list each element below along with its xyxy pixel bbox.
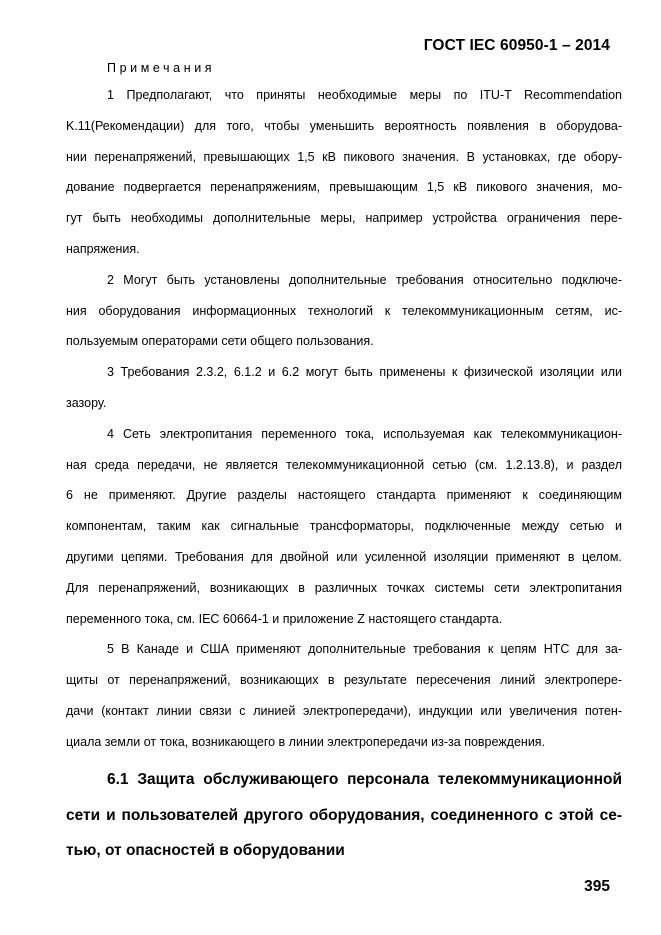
text-line: ная среда передачи, не является телекоммуникационной сетью (см. 1.2.13.8), и раздел bbox=[66, 457, 622, 472]
text-line: Для перенапряжений, возникающих в различных точках системы сети электропитания bbox=[66, 580, 622, 595]
text-line: 4 Сеть электропитания переменного тока, используемая как телекоммуникацион- bbox=[107, 426, 622, 441]
text-line: дование подвергается перенапряжениям, превышающим 1,5 кВ пикового значения, мо- bbox=[66, 180, 622, 195]
note-1 bbox=[66, 80, 622, 265]
text-line: щиты от перенапряжений, возникающих в результате пересечения линий электропере- bbox=[66, 673, 622, 688]
notes-heading: Примечания bbox=[107, 61, 216, 75]
text-line: компонентам, таким как сигнальные трансформаторы, подключенные между сетью и bbox=[66, 519, 622, 534]
text-line: K.11(Рекомендации) для того, чтобы уменьшить вероятность появления в оборудова- bbox=[66, 118, 622, 133]
note-4 bbox=[66, 419, 622, 635]
text-line: напряжения. bbox=[66, 241, 140, 256]
note-2 bbox=[66, 265, 622, 357]
note-5 bbox=[66, 634, 622, 757]
section-heading bbox=[66, 762, 622, 869]
notes-body bbox=[66, 80, 622, 758]
note-3 bbox=[66, 357, 622, 419]
section-heading-line: тью, от опасностей в оборудовании bbox=[66, 842, 345, 859]
text-line: зазору. bbox=[66, 395, 107, 410]
text-line: другими цепями. Требования для двойной или усиленной изоляции применяют в целом. bbox=[66, 549, 622, 564]
section-heading-line: 6.1 Защита обслуживающего персонала телекоммуникационной bbox=[107, 771, 622, 788]
text-line: переменного тока, см. IEC 60664-1 и приложение Z настоящего стандарта. bbox=[66, 611, 503, 626]
page-number: 395 bbox=[584, 878, 610, 895]
text-line: 6 не применяют. Другие разделы настоящего стандарта применяют к соединяющим bbox=[66, 488, 622, 503]
text-line: ния оборудования информационных технологий к телекоммуникационным сетям, ис- bbox=[66, 303, 622, 318]
text-line: пользуемым операторами сети общего пользования. bbox=[66, 334, 374, 349]
text-line: дачи (контакт линии связи с линией электропередачи), индукции или увеличения потен- bbox=[66, 703, 622, 718]
document-header: ГОСТ IEC 60950-1 – 2014 bbox=[423, 37, 610, 54]
text-line: нии перенапряжений, превышающих 1,5 кВ пикового значения. В установках, где обору- bbox=[66, 149, 622, 164]
text-line: 3 Требования 2.3.2, 6.1.2 и 6.2 могут быть применены к физической изоляции или bbox=[107, 365, 622, 380]
text-line: 2 Могут быть установлены дополнительные требования относительно подключе- bbox=[107, 272, 622, 287]
text-line: 5 В Канаде и США применяют дополнительные требования к цепям НТС для за- bbox=[107, 642, 622, 657]
text-line: гут быть необходимы дополнительные меры, например устройства ограничения пере- bbox=[66, 211, 622, 226]
section-heading-line: сети и пользователей другого оборудования, соединенного с этой се- bbox=[66, 806, 622, 824]
text-line: циала земли от тока, возникающего в линии электропередачи из-за повреждения. bbox=[66, 734, 546, 749]
text-line: 1 Предполагают, что приняты необходимые меры по ITU-T Recommendation bbox=[107, 88, 622, 102]
